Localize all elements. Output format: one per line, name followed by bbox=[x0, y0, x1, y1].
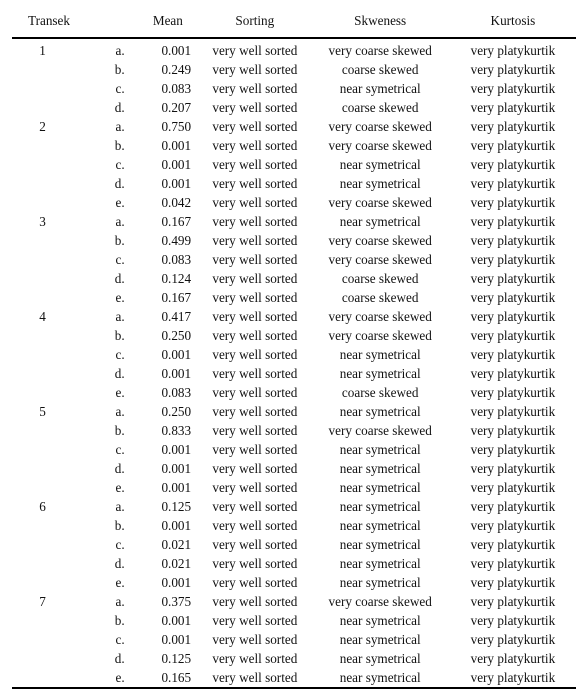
kurtosis-cell: very platykurtik bbox=[470, 81, 556, 96]
sample-label-cell: a. bbox=[115, 499, 125, 514]
sorting-cell: very well sorted bbox=[212, 499, 298, 514]
sorting-cell: very well sorted bbox=[212, 233, 298, 248]
skewness-cell: coarse skewed bbox=[341, 271, 419, 286]
skewness-cell: very coarse skewed bbox=[328, 252, 432, 267]
sample-label-cell: b. bbox=[114, 138, 125, 153]
kurtosis-cell: very platykurtik bbox=[470, 404, 556, 419]
mean-cell: 0.249 bbox=[161, 62, 192, 77]
sorting-cell: very well sorted bbox=[212, 176, 298, 191]
table-row bbox=[12, 231, 576, 250]
sorting-cell: very well sorted bbox=[212, 195, 298, 210]
sample-label-cell: d. bbox=[114, 271, 125, 286]
skewness-cell: very coarse skewed bbox=[328, 119, 432, 134]
mean-cell: 0.001 bbox=[161, 347, 192, 362]
transek-cell: 7 bbox=[39, 594, 46, 609]
sorting-cell: very well sorted bbox=[212, 556, 298, 571]
transek-cell bbox=[12, 421, 73, 440]
sorting-cell: very well sorted bbox=[212, 537, 298, 552]
sorting-cell: very well sorted bbox=[212, 442, 298, 457]
table-row bbox=[12, 440, 576, 459]
sorting-cell: very well sorted bbox=[212, 328, 298, 343]
mean-cell: 0.417 bbox=[161, 309, 192, 324]
skewness-cell: near symetrical bbox=[339, 157, 421, 172]
transek-cell bbox=[12, 383, 73, 402]
skewness-cell: very coarse skewed bbox=[328, 195, 432, 210]
skewness-cell: near symetrical bbox=[339, 613, 421, 628]
mean-cell: 0.001 bbox=[161, 480, 192, 495]
sorting-cell: very well sorted bbox=[212, 385, 298, 400]
sample-label-cell: a. bbox=[115, 594, 125, 609]
skewness-cell: coarse skewed bbox=[341, 100, 419, 115]
skewness-cell: coarse skewed bbox=[341, 385, 419, 400]
kurtosis-cell: very platykurtik bbox=[470, 195, 556, 210]
mean-cell: 0.250 bbox=[161, 328, 192, 343]
skewness-cell: coarse skewed bbox=[341, 62, 419, 77]
transek-cell bbox=[12, 79, 73, 98]
transek-cell bbox=[12, 269, 73, 288]
sample-label-cell: c. bbox=[115, 252, 125, 267]
table-row bbox=[12, 212, 576, 231]
transek-cell: 4 bbox=[39, 309, 46, 324]
sample-label-cell: b. bbox=[114, 233, 125, 248]
kurtosis-cell: very platykurtik bbox=[470, 594, 556, 609]
sample-label-cell: a. bbox=[115, 43, 125, 58]
kurtosis-cell: very platykurtik bbox=[470, 556, 556, 571]
table-row bbox=[12, 38, 576, 60]
transek-cell bbox=[12, 478, 73, 497]
skewness-cell: very coarse skewed bbox=[328, 138, 432, 153]
transek-cell: 1 bbox=[39, 43, 46, 58]
mean-cell: 0.001 bbox=[161, 461, 192, 476]
kurtosis-cell: very platykurtik bbox=[470, 328, 556, 343]
table-row bbox=[12, 611, 576, 630]
sample-label-cell: a. bbox=[115, 309, 125, 324]
mean-cell: 0.001 bbox=[161, 518, 192, 533]
transek-cell bbox=[12, 364, 73, 383]
sample-label-cell: d. bbox=[114, 461, 125, 476]
sorting-cell: very well sorted bbox=[212, 480, 298, 495]
transek-cell bbox=[12, 440, 73, 459]
sorting-cell: very well sorted bbox=[212, 632, 298, 647]
sorting-cell: very well sorted bbox=[212, 138, 298, 153]
skewness-cell: near symetrical bbox=[339, 556, 421, 571]
table-row bbox=[12, 269, 576, 288]
sorting-cell: very well sorted bbox=[212, 43, 298, 58]
table-row bbox=[12, 250, 576, 269]
mean-cell: 0.001 bbox=[161, 43, 192, 58]
skewness-cell: very coarse skewed bbox=[328, 43, 432, 58]
kurtosis-cell: very platykurtik bbox=[470, 43, 556, 58]
mean-cell: 0.001 bbox=[161, 575, 192, 590]
header-transek: Transek bbox=[28, 12, 71, 28]
kurtosis-cell: very platykurtik bbox=[470, 157, 556, 172]
sediment-table-container bbox=[12, 4, 576, 689]
transek-cell bbox=[12, 345, 73, 364]
sample-label-cell: c. bbox=[115, 537, 125, 552]
transek-cell bbox=[12, 155, 73, 174]
sample-label-cell: c. bbox=[115, 81, 125, 96]
sample-label-cell: b. bbox=[114, 328, 125, 343]
header-kurtosis: Kurtosis bbox=[490, 12, 536, 28]
table-row bbox=[12, 554, 576, 573]
mean-cell: 0.124 bbox=[161, 271, 192, 286]
sorting-cell: very well sorted bbox=[212, 157, 298, 172]
sample-label-cell: b. bbox=[114, 62, 125, 77]
sample-label-cell: e. bbox=[115, 290, 125, 305]
transek-cell bbox=[12, 573, 73, 592]
mean-cell: 0.167 bbox=[161, 214, 192, 229]
table-row bbox=[12, 383, 576, 402]
table-header-row bbox=[12, 4, 576, 38]
skewness-cell: near symetrical bbox=[339, 347, 421, 362]
sample-label-cell: c. bbox=[115, 632, 125, 647]
table-row bbox=[12, 155, 576, 174]
mean-cell: 0.001 bbox=[161, 442, 192, 457]
table-row bbox=[12, 98, 576, 117]
table-row bbox=[12, 649, 576, 668]
mean-cell: 0.125 bbox=[161, 499, 192, 514]
sorting-cell: very well sorted bbox=[212, 613, 298, 628]
kurtosis-cell: very platykurtik bbox=[470, 309, 556, 324]
kurtosis-cell: very platykurtik bbox=[470, 632, 556, 647]
kurtosis-cell: very platykurtik bbox=[450, 668, 576, 688]
mean-cell: 0.042 bbox=[161, 195, 192, 210]
mean-cell: 0.833 bbox=[161, 423, 192, 438]
transek-cell bbox=[12, 611, 73, 630]
sorting-cell: very well sorted bbox=[212, 575, 298, 590]
skewness-cell: near symetrical bbox=[339, 575, 421, 590]
mean-cell: 0.125 bbox=[161, 651, 192, 666]
kurtosis-cell: very platykurtik bbox=[470, 480, 556, 495]
kurtosis-cell: very platykurtik bbox=[470, 518, 556, 533]
transek-cell bbox=[12, 250, 73, 269]
skewness-cell: very coarse skewed bbox=[328, 594, 432, 609]
table-row bbox=[12, 497, 576, 516]
transek-cell bbox=[12, 668, 73, 688]
sample-label-cell: d. bbox=[114, 176, 125, 191]
sorting-cell: very well sorted bbox=[212, 81, 298, 96]
table-row bbox=[12, 478, 576, 497]
table-body bbox=[12, 38, 576, 688]
skewness-cell: very coarse skewed bbox=[328, 233, 432, 248]
kurtosis-cell: very platykurtik bbox=[470, 651, 556, 666]
skewness-cell: near symetrical bbox=[339, 632, 421, 647]
table-row bbox=[12, 459, 576, 478]
table-row bbox=[12, 592, 576, 611]
sample-label-cell: a. bbox=[115, 214, 125, 229]
header-sorting: Sorting bbox=[235, 12, 275, 28]
sample-label-cell: d. bbox=[114, 651, 125, 666]
transek-cell bbox=[12, 554, 73, 573]
kurtosis-cell: very platykurtik bbox=[470, 385, 556, 400]
kurtosis-cell: very platykurtik bbox=[470, 461, 556, 476]
kurtosis-cell: very platykurtik bbox=[470, 499, 556, 514]
sample-label-cell: e. bbox=[115, 385, 125, 400]
sorting-cell: very well sorted bbox=[212, 651, 298, 666]
skewness-cell: near symetrical bbox=[339, 404, 421, 419]
table-row bbox=[12, 345, 576, 364]
sample-label-cell: e. bbox=[115, 575, 125, 590]
mean-cell: 0.083 bbox=[161, 81, 192, 96]
sediment-table bbox=[12, 4, 576, 689]
mean-cell: 0.207 bbox=[161, 100, 192, 115]
kurtosis-cell: very platykurtik bbox=[470, 119, 556, 134]
header-skewness: Skweness bbox=[354, 12, 407, 28]
mean-cell: 0.001 bbox=[161, 366, 192, 381]
sample-label-cell: d. bbox=[114, 556, 125, 571]
skewness-cell: near symetrical bbox=[339, 651, 421, 666]
mean-cell: 0.001 bbox=[161, 157, 192, 172]
kurtosis-cell: very platykurtik bbox=[470, 100, 556, 115]
skewness-cell: near symetrical bbox=[339, 537, 421, 552]
skewness-cell: very coarse skewed bbox=[328, 309, 432, 324]
mean-cell: 0.499 bbox=[161, 233, 192, 248]
kurtosis-cell: very platykurtik bbox=[470, 138, 556, 153]
mean-cell: 0.250 bbox=[161, 404, 192, 419]
table-row bbox=[12, 421, 576, 440]
skewness-cell: near symetrical bbox=[339, 366, 421, 381]
sample-label-cell: e. bbox=[115, 480, 125, 495]
sorting-cell: very well sorted bbox=[212, 518, 298, 533]
table-row bbox=[12, 573, 576, 592]
kurtosis-cell: very platykurtik bbox=[470, 347, 556, 362]
transek-cell bbox=[12, 193, 73, 212]
skewness-cell: near symetrical bbox=[339, 499, 421, 514]
sample-label-cell: a. bbox=[115, 119, 125, 134]
skewness-cell: near symetrical bbox=[339, 461, 421, 476]
header-mean: Mean bbox=[152, 12, 183, 28]
table-row bbox=[12, 326, 576, 345]
transek-cell bbox=[12, 649, 73, 668]
sorting-cell: very well sorted bbox=[212, 214, 298, 229]
kurtosis-cell: very platykurtik bbox=[470, 366, 556, 381]
table-row bbox=[12, 60, 576, 79]
kurtosis-cell: very platykurtik bbox=[470, 613, 556, 628]
sorting-cell: very well sorted bbox=[212, 404, 298, 419]
table-row bbox=[12, 79, 576, 98]
sorting-cell: very well sorted bbox=[212, 62, 298, 77]
transek-cell bbox=[12, 326, 73, 345]
sorting-cell: very well sorted bbox=[212, 594, 298, 609]
kurtosis-cell: very platykurtik bbox=[470, 252, 556, 267]
kurtosis-cell: very platykurtik bbox=[470, 233, 556, 248]
sorting-cell: very well sorted bbox=[199, 668, 310, 688]
sample-label-cell: b. bbox=[114, 613, 125, 628]
table-row bbox=[12, 136, 576, 155]
skewness-cell: near symetrical bbox=[339, 81, 421, 96]
transek-cell bbox=[12, 459, 73, 478]
transek-cell: 6 bbox=[39, 499, 46, 514]
transek-cell bbox=[12, 288, 73, 307]
transek-cell: 2 bbox=[39, 119, 46, 134]
transek-cell bbox=[12, 535, 73, 554]
mean-cell: 0.001 bbox=[161, 176, 192, 191]
kurtosis-cell: very platykurtik bbox=[470, 214, 556, 229]
sorting-cell: very well sorted bbox=[212, 366, 298, 381]
skewness-cell: coarse skewed bbox=[341, 290, 419, 305]
skewness-cell: near symetrical bbox=[339, 480, 421, 495]
table-row bbox=[12, 402, 576, 421]
transek-cell: 5 bbox=[39, 404, 46, 419]
mean-cell: 0.001 bbox=[161, 613, 192, 628]
mean-cell: 0.083 bbox=[161, 252, 192, 267]
transek-cell bbox=[12, 60, 73, 79]
mean-cell: 0.167 bbox=[161, 290, 192, 305]
sample-label-cell: c. bbox=[115, 442, 125, 457]
sorting-cell: very well sorted bbox=[212, 271, 298, 286]
transek-cell bbox=[12, 98, 73, 117]
table-row bbox=[12, 516, 576, 535]
skewness-cell: near symetrical bbox=[339, 176, 421, 191]
table-row bbox=[12, 193, 576, 212]
kurtosis-cell: very platykurtik bbox=[470, 537, 556, 552]
mean-cell: 0.021 bbox=[161, 537, 192, 552]
sample-label-cell: d. bbox=[114, 100, 125, 115]
table-row bbox=[12, 535, 576, 554]
sorting-cell: very well sorted bbox=[212, 100, 298, 115]
sorting-cell: very well sorted bbox=[212, 119, 298, 134]
sample-label-cell: b. bbox=[114, 423, 125, 438]
kurtosis-cell: very platykurtik bbox=[470, 575, 556, 590]
skewness-cell: near symetrical bbox=[339, 442, 421, 457]
mean-cell: 0.021 bbox=[161, 556, 192, 571]
transek-cell bbox=[12, 630, 73, 649]
sample-label-cell: e. bbox=[73, 668, 136, 688]
sample-label-cell: a. bbox=[115, 404, 125, 419]
table-row bbox=[12, 668, 576, 688]
skewness-cell: near symetrical bbox=[339, 214, 421, 229]
skewness-cell: near symetrical bbox=[311, 668, 450, 688]
transek-cell bbox=[12, 174, 73, 193]
mean-cell: 0.165 bbox=[137, 668, 199, 688]
mean-cell: 0.750 bbox=[161, 119, 192, 134]
sorting-cell: very well sorted bbox=[212, 461, 298, 476]
table-row bbox=[12, 174, 576, 193]
skewness-cell: very coarse skewed bbox=[328, 328, 432, 343]
sorting-cell: very well sorted bbox=[212, 252, 298, 267]
sorting-cell: very well sorted bbox=[212, 423, 298, 438]
transek-cell bbox=[12, 136, 73, 155]
kurtosis-cell: very platykurtik bbox=[470, 62, 556, 77]
table-row bbox=[12, 630, 576, 649]
skewness-cell: near symetrical bbox=[339, 518, 421, 533]
skewness-cell: very coarse skewed bbox=[328, 423, 432, 438]
transek-cell bbox=[12, 231, 73, 250]
kurtosis-cell: very platykurtik bbox=[470, 442, 556, 457]
mean-cell: 0.001 bbox=[161, 632, 192, 647]
kurtosis-cell: very platykurtik bbox=[470, 176, 556, 191]
kurtosis-cell: very platykurtik bbox=[470, 423, 556, 438]
sample-label-cell: c. bbox=[115, 157, 125, 172]
table-row bbox=[12, 307, 576, 326]
sample-label-cell: c. bbox=[115, 347, 125, 362]
mean-cell: 0.001 bbox=[161, 138, 192, 153]
kurtosis-cell: very platykurtik bbox=[470, 290, 556, 305]
transek-cell bbox=[12, 516, 73, 535]
table-row bbox=[12, 117, 576, 136]
mean-cell: 0.083 bbox=[161, 385, 192, 400]
sample-label-cell: e. bbox=[115, 195, 125, 210]
sorting-cell: very well sorted bbox=[212, 290, 298, 305]
sample-label-cell: d. bbox=[114, 366, 125, 381]
table-row bbox=[12, 288, 576, 307]
sorting-cell: very well sorted bbox=[212, 347, 298, 362]
sorting-cell: very well sorted bbox=[212, 309, 298, 324]
kurtosis-cell: very platykurtik bbox=[470, 271, 556, 286]
sample-label-cell: b. bbox=[114, 518, 125, 533]
mean-cell: 0.375 bbox=[161, 594, 192, 609]
table-row bbox=[12, 364, 576, 383]
transek-cell: 3 bbox=[39, 214, 46, 229]
